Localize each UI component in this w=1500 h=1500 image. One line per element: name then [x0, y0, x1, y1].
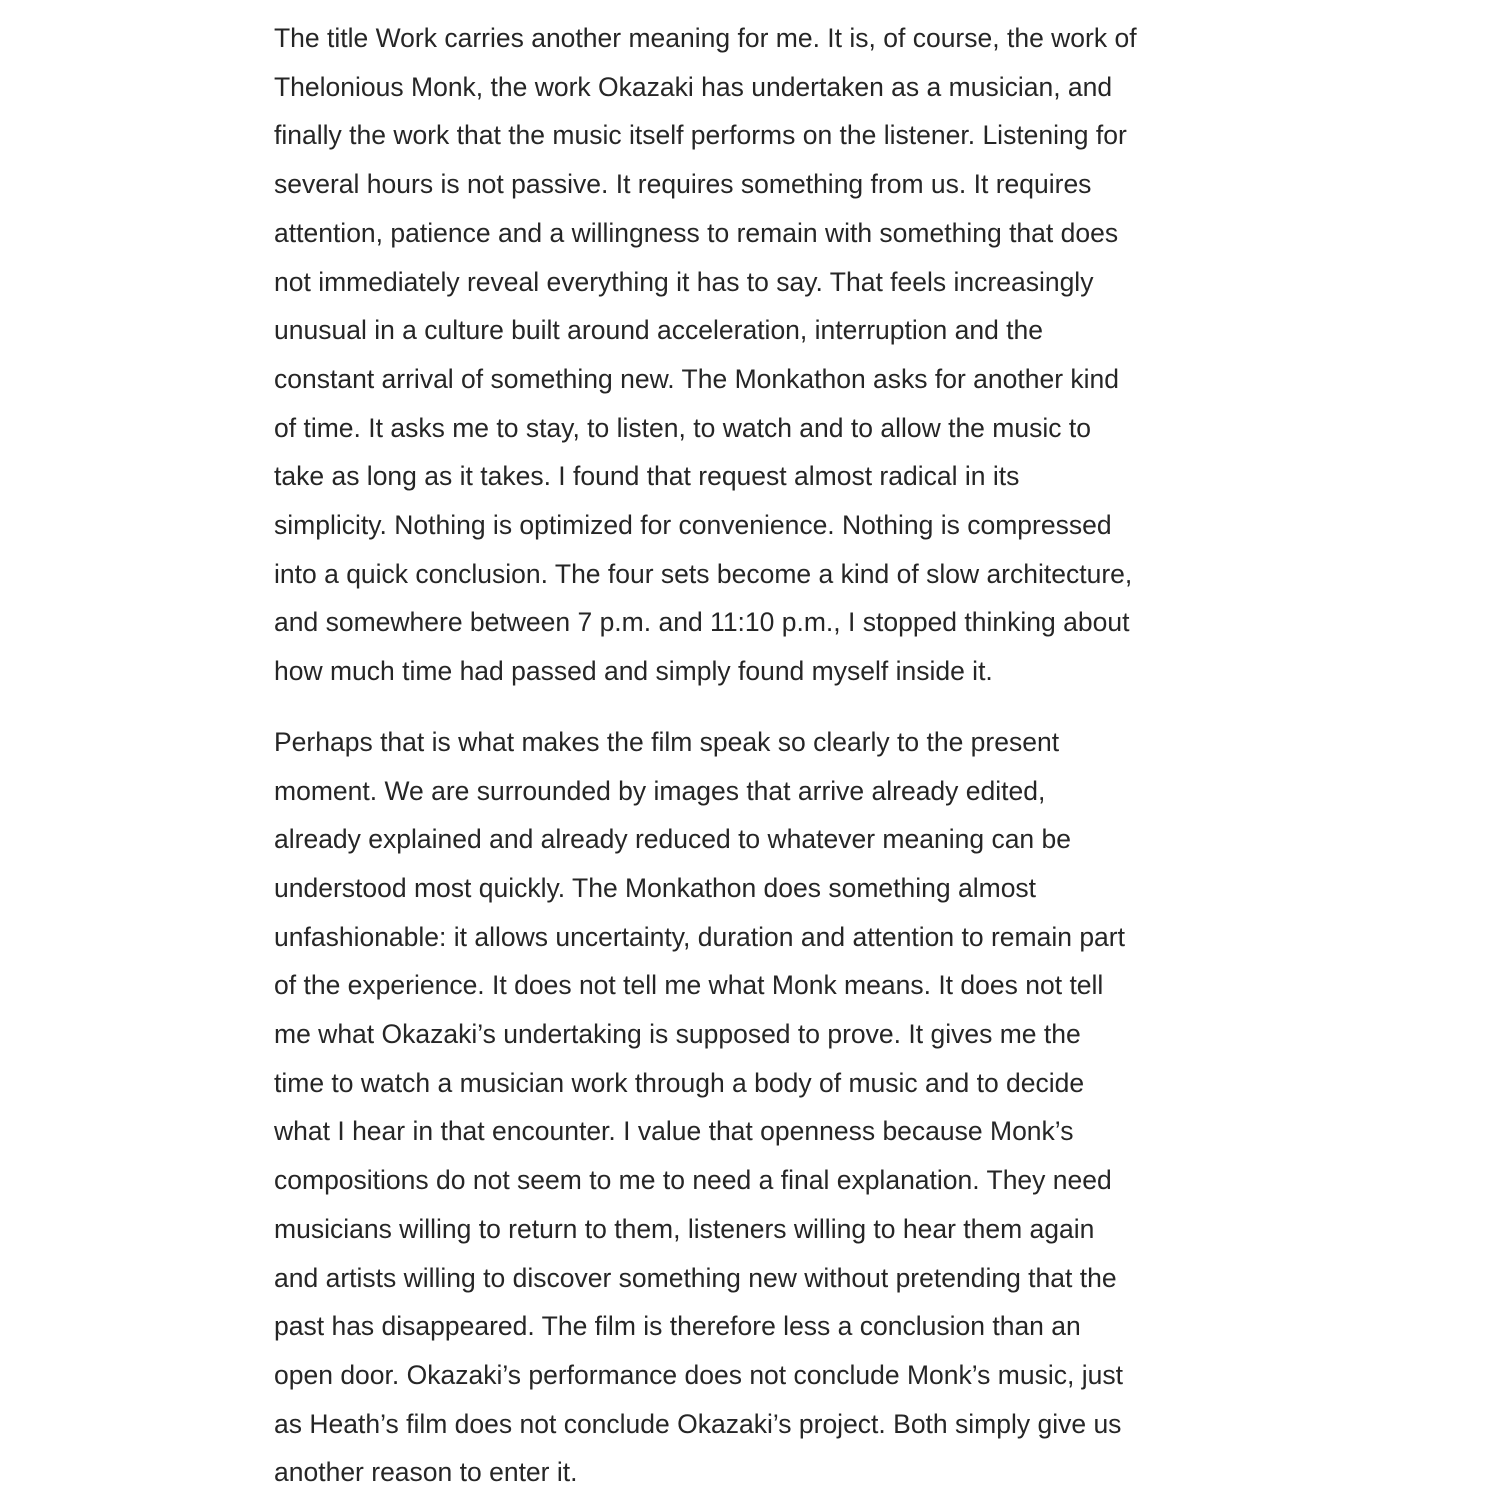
text-line: how much time had passed and simply found myself inside it. — [274, 656, 993, 687]
text-line: The title Work carries another meaning for me. It is, of course, the work of — [274, 23, 1137, 53]
text-line: constant arrival of something new. The Monkathon asks for another kind — [274, 363, 1120, 394]
text-line: already explained and already reduced to whatever meaning can be — [274, 824, 1072, 855]
text-line: of time. It asks me to stay, to listen, to watch and to allow the music to — [274, 412, 1091, 443]
text-line: me what Okazaki’s undertaking is supposed to prove. It gives me the — [274, 1019, 1081, 1050]
text-line: open door. Okazaki’s performance does not conclude Monk’s music, just — [274, 1359, 1123, 1390]
text-line: and somewhere between 7 p.m. and 11:10 p.m., I stopped thinking about — [274, 607, 1130, 638]
text-line: into a quick conclusion. The four sets become a kind of slow architecture, — [274, 558, 1133, 589]
paragraph-2 — [274, 718, 1214, 1497]
text-line: and artists willing to discover something new without pretending that the — [274, 1262, 1117, 1293]
text-line: of the experience. It does not tell me what Monk means. It does not tell — [274, 970, 1104, 1001]
paragraph-1 — [274, 14, 1214, 696]
text-line: take as long as it takes. I found that request almost radical in its — [274, 461, 1020, 492]
text-line: musicians willing to return to them, listeners willing to hear them again — [274, 1213, 1095, 1244]
text-line: past has disappeared. The film is therefore less a conclusion than an — [274, 1311, 1081, 1342]
article-body — [274, 14, 1214, 1497]
text-line: Perhaps that is what makes the film speak so clearly to the present — [274, 726, 1060, 757]
text-line: what I hear in that encounter. I value that openness because Monk’s — [274, 1116, 1074, 1147]
text-line: unusual in a culture built around acceleration, interruption and the — [274, 315, 1044, 346]
text-line: Thelonious Monk, the work Okazaki has undertaken as a musician, and — [274, 71, 1113, 102]
text-line: not immediately reveal everything it has to say. That feels increasingly — [274, 266, 1094, 297]
text-line: as Heath’s film does not conclude Okazaki’s project. Both simply give us — [274, 1408, 1122, 1439]
text-line: another reason to enter it. — [274, 1457, 578, 1488]
text-line: unfashionable: it allows uncertainty, duration and attention to remain part — [274, 921, 1125, 952]
paragraph-spacer — [274, 696, 1214, 718]
text-line: several hours is not passive. It requires something from us. It requires — [274, 169, 1092, 200]
text-line: simplicity. Nothing is optimized for convenience. Nothing is compressed — [274, 510, 1112, 541]
text-line: moment. We are surrounded by images that arrive already edited, — [274, 775, 1046, 806]
text-line: time to watch a musician work through a body of music and to decide — [274, 1067, 1085, 1098]
text-line: finally the work that the music itself performs on the listener. Listening for — [274, 120, 1127, 151]
text-line: compositions do not seem to me to need a final explanation. They need — [274, 1165, 1112, 1196]
text-line: attention, patience and a willingness to remain with something that does — [274, 217, 1119, 248]
text-line: understood most quickly. The Monkathon does something almost — [274, 872, 1037, 903]
